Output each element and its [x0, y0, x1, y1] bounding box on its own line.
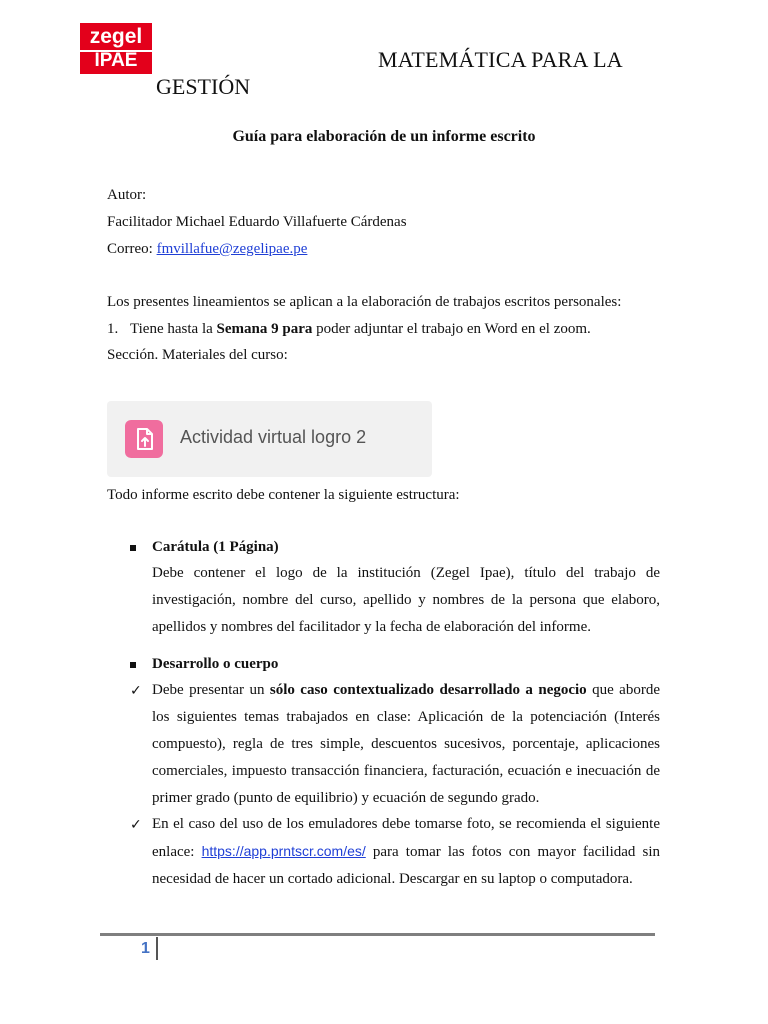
- document-subtitle: Guía para elaboración de un informe escrito: [232, 128, 536, 145]
- page-number-divider: [156, 937, 158, 960]
- author-name: Facilitador Michael Eduardo Villafuerte Cárdenas: [107, 214, 407, 230]
- deadline-text-bold: Semana 9 para: [216, 321, 313, 337]
- bullet-square: [130, 545, 136, 551]
- footer-divider: [100, 933, 655, 936]
- desarrollo-item-1-bold: sólo caso contextualizado desarrollado a negocio: [269, 682, 587, 698]
- section-heading-desarrollo: Desarrollo o cuerpo: [152, 656, 279, 672]
- desarrollo-item-2: [152, 811, 660, 893]
- section-materials-text: Sección. Materiales del curso:: [107, 347, 288, 363]
- author-email-line: [107, 241, 307, 258]
- desarrollo-item-1-post: que aborde los siguientes temas trabajados en clase: Aplicación de la potenciación (Interés compuesto), regla de tres simple, descuentos sucesivos, porcentaje, aplicaciones comerciales, impuesto transacción financiera, facturación, ecuación e inecuación de primer grado (punto de equilibrio) y ecuación de segundo grado.: [152, 682, 660, 806]
- desarrollo-item-2-post: para tomar las fotos con mayor facilidad sin necesidad de hacer un cortado adicional. Descargar en su laptop o computadora.: [152, 844, 660, 887]
- email-link[interactable]: fmvillafue@zegelipae.pe: [156, 241, 308, 257]
- deadline-text-pre: Tiene hasta la: [130, 321, 217, 337]
- desarrollo-item-1: [152, 677, 660, 812]
- checkmark-icon: ✓: [130, 683, 142, 699]
- zegel-ipae-logo: [80, 23, 152, 74]
- section-heading-caratula: Carátula (1 Página): [152, 539, 279, 555]
- author-label: Autor:: [107, 187, 147, 203]
- bullet-square: [130, 662, 136, 668]
- email-label: Correo:: [107, 241, 157, 257]
- deadline-number: 1.: [107, 321, 119, 337]
- activity-card[interactable]: [107, 401, 432, 477]
- logo-text-ipae: IPAE: [94, 50, 138, 71]
- course-title-line2: GESTIÓN: [156, 74, 251, 99]
- deadline-text-post: poder adjuntar el trabajo en Word en el zoom.: [312, 321, 591, 337]
- intro-text: Los presentes lineamientos se aplican a la elaboración de trabajos escritos personales:: [107, 294, 622, 310]
- desarrollo-item-2-pre: En el caso del uso de los emuladores debe tomarse foto, se recomienda el siguiente enlace:: [152, 816, 660, 860]
- deadline-item: [107, 321, 591, 338]
- file-upload-icon: [125, 420, 163, 458]
- section-caratula-text: Debe contener el logo de la institución (Zegel Ipae), título del trabajo de investigación, nombre del curso, apellido y nombres de la persona que elaboro, apellidos y nombres del facilitador y la fecha de elaboración del informe.: [152, 565, 660, 635]
- logo-text-zegel: zegel: [89, 25, 143, 48]
- prntscr-link[interactable]: https://app.prntscr.com/es/: [201, 843, 366, 859]
- course-title-line1: MATEMÁTICA PARA LA: [378, 47, 623, 72]
- activity-card-label: Actividad virtual logro 2: [180, 427, 367, 447]
- structure-intro: Todo informe escrito debe contener la siguiente estructura:: [107, 487, 460, 503]
- desarrollo-item-1-pre: Debe presentar un: [152, 682, 270, 698]
- checkmark-icon: ✓: [130, 817, 142, 833]
- page-number: 1: [141, 940, 150, 957]
